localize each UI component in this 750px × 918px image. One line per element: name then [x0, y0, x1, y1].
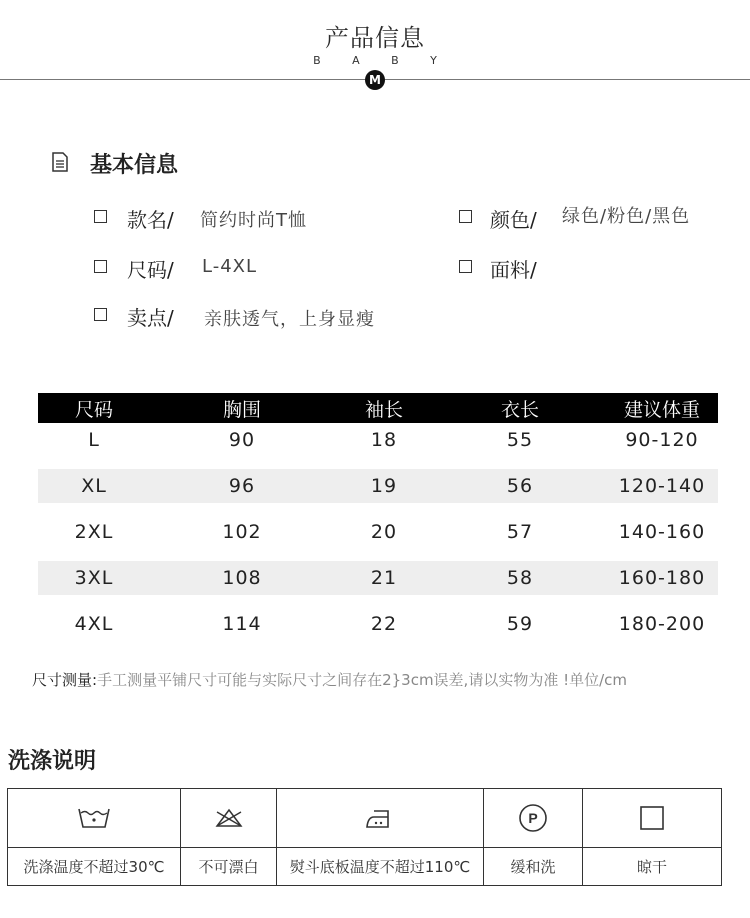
page-subtitle: B A B Y [313, 54, 451, 67]
table-cell: 18 [370, 429, 398, 451]
column-header: 建议体重 [623, 398, 700, 421]
care-title: 洗涤说明 [8, 749, 97, 774]
basic-info-title: 基本信息 [90, 153, 179, 178]
size-table [38, 393, 718, 647]
checkbox[interactable] [94, 260, 107, 273]
table-cell: 22 [370, 613, 398, 635]
table-cell: L [88, 429, 100, 451]
column-header: 袖长 [364, 398, 403, 421]
table-cell: 114 [222, 613, 262, 635]
table-row [38, 601, 718, 647]
table-header [38, 393, 718, 423]
table-cell: 56 [506, 475, 534, 497]
table-cell: 19 [370, 475, 398, 497]
field-label: 面料/ [490, 258, 537, 282]
field-label: 款名/ [127, 208, 174, 232]
field-value: 亲肤透气，上身显瘦 [204, 309, 375, 330]
care-label: 缓和洗 [510, 858, 556, 876]
field-label: 卖点/ [127, 306, 174, 330]
care-item [8, 789, 181, 885]
table-cell: 90 [228, 429, 256, 451]
table-cell: 120-140 [618, 475, 706, 497]
table-cell: 2XL [74, 521, 114, 543]
care-label: 不可漂白 [198, 858, 259, 876]
measurement-note [32, 669, 627, 690]
page-title: 产品信息 [325, 24, 425, 52]
note-text: 手工测量平铺尺寸可能与实际尺寸之间存在2}3cm误差,请以实物为准 !单位/cm [97, 671, 628, 689]
care-label: 熨斗底板温度不超过110℃ [289, 858, 471, 876]
checkbox[interactable] [94, 210, 107, 223]
field-label: 颜色/ [490, 208, 537, 232]
header-badge: M [365, 70, 385, 90]
column-header: 胸围 [222, 398, 261, 421]
table-cell: 102 [222, 521, 262, 543]
field-value: 简约时尚T恤 [200, 210, 307, 231]
checkbox[interactable] [94, 308, 107, 321]
table-row [38, 423, 718, 457]
professional-cleaning-p-icon [518, 803, 548, 833]
table-cell: 55 [506, 429, 534, 451]
p-symbol: P [528, 810, 538, 826]
dry-icon [639, 805, 665, 831]
table-cell: 59 [506, 613, 534, 635]
care-item [484, 789, 583, 885]
column-header: 尺码 [74, 398, 113, 421]
field-value: L-4XL [202, 256, 258, 277]
checkbox[interactable] [459, 260, 472, 273]
document-icon [52, 152, 68, 172]
table-row [38, 469, 718, 503]
no-bleach-icon [214, 806, 244, 830]
table-cell: 140-160 [618, 521, 706, 543]
column-header: 衣长 [500, 398, 539, 421]
table-cell: 21 [370, 567, 398, 589]
table-cell: 58 [506, 567, 534, 589]
care-table [7, 788, 722, 886]
table-cell: 3XL [74, 567, 114, 589]
table-cell: XL [81, 475, 107, 497]
note-label: 尺寸测量: [32, 671, 98, 689]
table-cell: 57 [506, 521, 534, 543]
table-cell: 4XL [74, 613, 114, 635]
table-cell: 160-180 [618, 567, 706, 589]
care-label: 晾干 [636, 858, 667, 876]
table-cell: 20 [370, 521, 398, 543]
care-item [181, 789, 277, 885]
table-row [38, 561, 718, 595]
checkbox[interactable] [459, 210, 472, 223]
table-cell: 90-120 [625, 429, 699, 451]
table-cell: 108 [222, 567, 262, 589]
iron-icon [364, 805, 396, 831]
field-label: 尺码/ [127, 258, 174, 282]
field-value: 绿色/粉色/黑色 [562, 206, 691, 227]
wash-30-icon [77, 805, 111, 831]
care-item [583, 789, 721, 885]
table-row [38, 509, 718, 555]
table-cell: 96 [228, 475, 256, 497]
table-cell: 180-200 [618, 613, 706, 635]
care-item [277, 789, 484, 885]
care-label: 洗涤温度不超过30℃ [23, 858, 165, 876]
